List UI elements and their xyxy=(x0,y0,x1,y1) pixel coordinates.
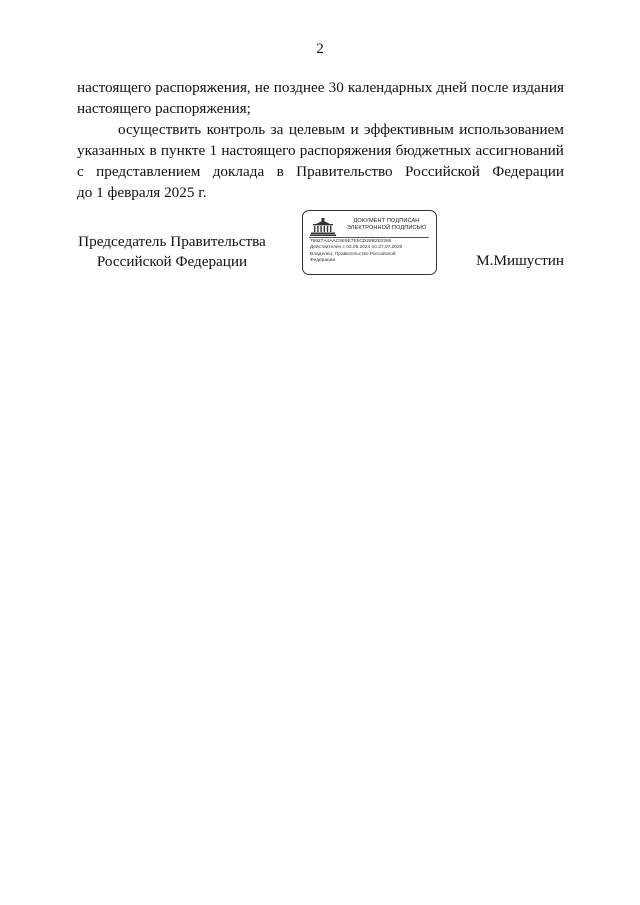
signatory-name: М.Мишустин xyxy=(476,252,564,269)
word: пункте xyxy=(160,142,206,159)
stamp-owner-line-2: Федерации xyxy=(310,258,336,264)
word: представлением xyxy=(96,163,201,180)
word: настоящего xyxy=(77,79,152,96)
signatory-position-line-2: Российской Федерации xyxy=(96,253,248,270)
paragraph-2-line-3 xyxy=(77,161,564,182)
word: бюджетных xyxy=(395,142,472,159)
word: осуществить xyxy=(118,121,202,138)
stamp-validity: Действителен с 03.05.2024 по 27.07.2025 xyxy=(310,245,403,251)
word: 30 xyxy=(328,79,344,96)
word: Правительство xyxy=(296,163,393,180)
word: издания xyxy=(512,79,564,96)
signatory-position xyxy=(77,232,267,272)
word: указанных xyxy=(77,142,146,159)
stamp-title-line-1: ДОКУМЕНТ ПОДПИСАН xyxy=(353,218,420,224)
word: использованием xyxy=(459,121,564,138)
word: эффективным xyxy=(364,121,454,138)
page-number: 2 xyxy=(316,41,324,57)
word: позднее xyxy=(273,79,325,96)
word: с xyxy=(77,163,84,180)
word: за xyxy=(270,121,284,138)
paragraph-2-line-1 xyxy=(77,119,564,140)
signatory-position-line-1: Председатель Правительства xyxy=(78,233,266,250)
paragraph-2 xyxy=(77,119,564,203)
word: в xyxy=(149,142,157,159)
word: в xyxy=(276,163,284,180)
word: и xyxy=(350,121,359,138)
word: доклада xyxy=(212,163,265,180)
word: распоряжения xyxy=(299,142,392,159)
stamp-details xyxy=(310,239,432,265)
word: не xyxy=(254,79,270,96)
paragraph-1 xyxy=(77,77,564,119)
stamp-title-line-2: ЭЛЕКТРОННОЙ ПОДПИСЬЮ xyxy=(346,225,427,231)
paragraph-2-line-4: до 1 февраля 2025 г. xyxy=(77,184,207,201)
word: Российской xyxy=(405,163,480,180)
paragraph-1-line-2: настоящего распоряжения; xyxy=(77,100,251,117)
word: Федерации xyxy=(492,163,564,180)
electronic-signature-stamp xyxy=(302,210,437,275)
word: распоряжения, xyxy=(155,79,251,96)
word: целевым xyxy=(288,121,346,138)
stamp-owner-line-1: Владелец: Правительство Российской xyxy=(310,251,396,257)
stamp-certificate: 75627A4AAC9E9E7E5CD29B2E0286 xyxy=(310,239,392,244)
word: дней xyxy=(436,79,468,96)
word: ассигнований xyxy=(475,142,564,159)
word: календарных xyxy=(347,79,433,96)
word: настоящего xyxy=(221,142,296,159)
word: после xyxy=(471,79,509,96)
word: 1 xyxy=(209,142,218,159)
paragraph-1-line-1 xyxy=(77,77,564,98)
stamp-divider xyxy=(309,237,429,238)
paragraph-2-line-2 xyxy=(77,140,564,161)
stamp-title xyxy=(339,218,434,232)
word: контроль xyxy=(206,121,266,138)
government-building-emblem-icon xyxy=(310,217,336,237)
